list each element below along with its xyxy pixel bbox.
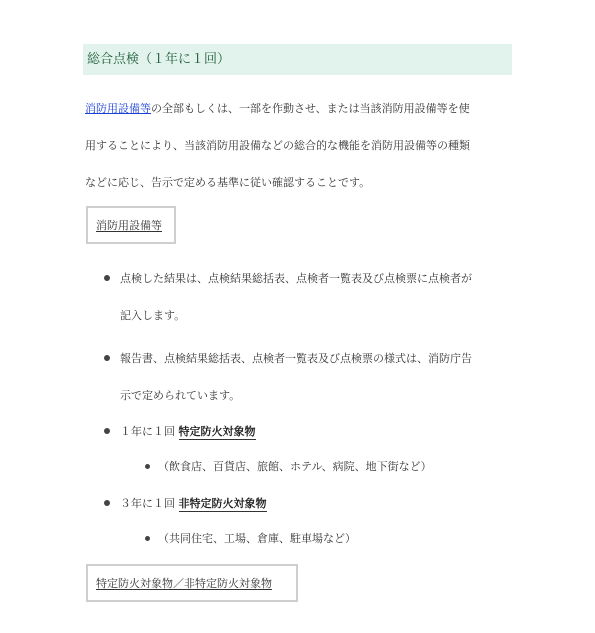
bullet-4-sub: （共同住宅、工場、倉庫、駐車場など） [158, 532, 356, 545]
bullet-1-line-1: 点検した結果は、点検結果総括表、点検者一覧表及び点検票に点検者が [120, 272, 472, 285]
bullet-1-line-2: 記入します。 [120, 309, 186, 322]
intro-line-1 [85, 100, 510, 116]
bullet-dot [104, 428, 110, 434]
sub-bullet-dot [145, 536, 150, 541]
sub-bullet-dot [145, 464, 150, 469]
tag-fire-objects-label: 特定防火対象物／非特定防火対象物 [96, 577, 272, 590]
specific-fire-object-link[interactable]: 特定防火対象物 [178, 425, 256, 438]
non-specific-fire-object-link[interactable]: 非特定防火対象物 [178, 497, 267, 510]
bullet-dot [104, 355, 110, 361]
bullet-dot [104, 500, 110, 506]
fire-equipment-link[interactable]: 消防用設備等 [85, 102, 151, 115]
bullet-2-line-2: 示で定められています。 [120, 389, 241, 402]
bullet-dot [104, 275, 110, 281]
bullet-4-line [120, 495, 267, 511]
bullet-3-sub: （飲食店、百貨店、旅館、ホテル、病院、地下街など） [158, 460, 432, 473]
tag-fire-equipment-label: 消防用設備等 [96, 219, 162, 232]
section-heading: 総合点検（１年に１回） [83, 44, 512, 75]
intro-line-1-text: の全部もしくは、一部を作動させ、または当該消防用設備等を使 [151, 102, 470, 115]
tag-fire-equipment[interactable] [86, 206, 176, 244]
bullet-3-prefix: １年に１回 [120, 425, 175, 438]
intro-line-3: などに応じ、告示で定める基準に従い確認することです。 [85, 176, 371, 189]
bullet-3-line [120, 423, 256, 439]
intro-line-2: 用することにより、当該消防用設備などの総合的な機能を消防用設備等の種類 [85, 139, 470, 152]
tag-fire-objects[interactable] [86, 564, 298, 602]
bullet-2-line-1: 報告書、点検結果総括表、点検者一覧表及び点検票の様式は、消防庁告 [120, 352, 472, 365]
bullet-4-prefix: ３年に１回 [120, 497, 175, 510]
